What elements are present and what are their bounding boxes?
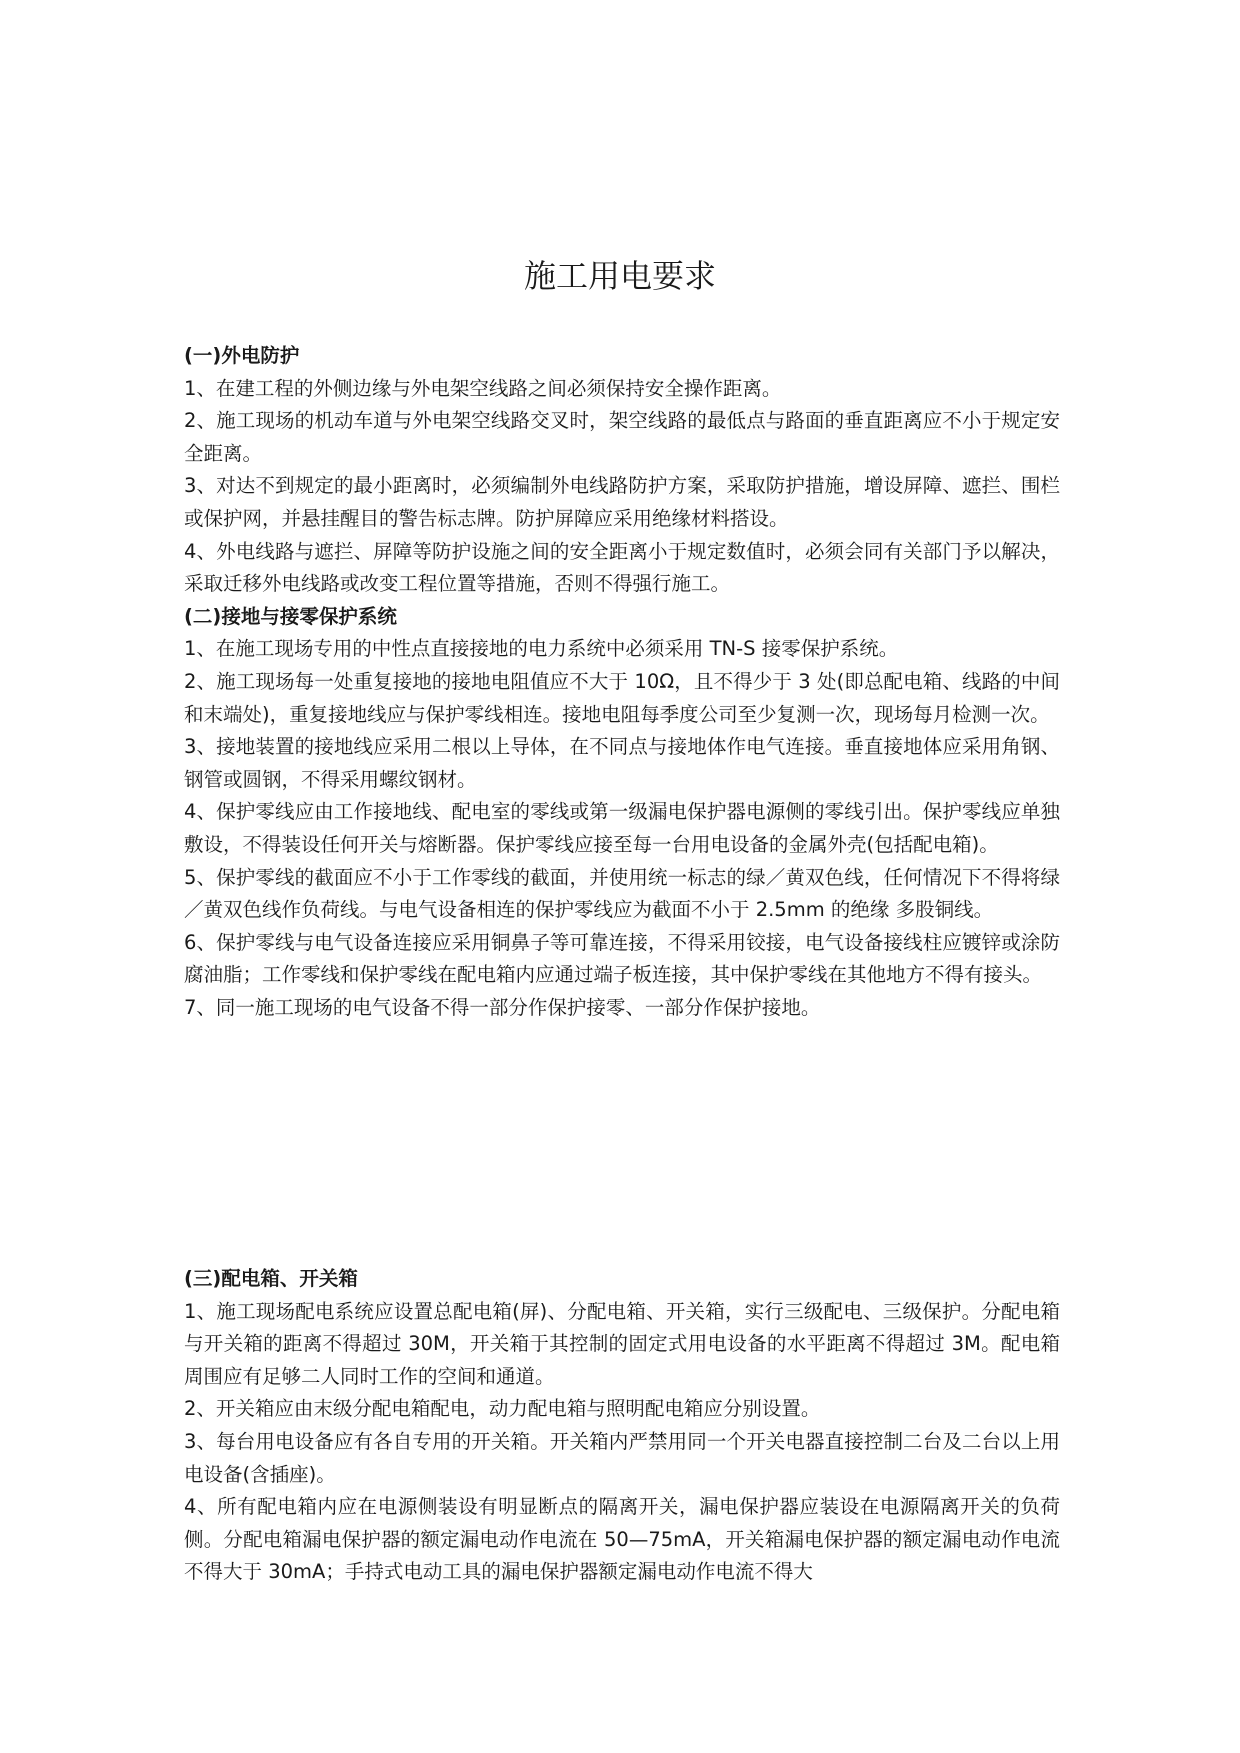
paragraph: 1、在施工现场专用的中性点直接接地的电力系统中必须采用 TN-S 接零保护系统。: [184, 637, 899, 661]
paragraph: 3、对达不到规定的最小距离时，必须编制外电线路防护方案，采取防护措施，增设屏障、遮拦、围栏或保护网，并悬挂醒目的警告标志牌。防护屏障应采用绝缘材料搭设。: [184, 474, 1060, 530]
paragraph: 2、开关箱应由末级分配电箱配电，动力配电箱与照明配电箱应分别设置。: [184, 1397, 821, 1421]
paragraph: 1、施工现场配电系统应设置总配电箱(屏)、分配电箱、开关箱，实行三级配电、三级保护。分配电箱与开关箱的距离不得超过 30M，开关箱于其控制的固定式用电设备的水平距离不得超过 3M。配电箱周围应有足够二人同时工作的空间和通道。: [184, 1299, 1060, 1388]
paragraph: 4、所有配电箱内应在电源侧装设有明显断点的隔离开关，漏电保护器应装设在电源隔离开关的负荷侧。分配电箱漏电保护器的额定漏电动作电流在 50—75mA，开关箱漏电保护器的额定漏电动作电流不得大于 30mA；手持式电动工具的漏电保护器额定漏电动作电流不得大: [184, 1495, 1060, 1584]
section-heading-3: (三)配电箱、开关箱: [184, 1267, 358, 1290]
paragraph: 4、外电线路与遮拦、屏障等防护设施之间的安全距离小于规定数值时，必须会同有关部门予以解决，采取迁移外电线路或改变工程位置等措施，否则不得强行施工。: [184, 539, 1060, 596]
paragraph: 7、同一施工现场的电气设备不得一部分作保护接零、一部分作保护接地。: [184, 995, 821, 1019]
document-title: 施工用电要求: [523, 257, 716, 295]
paragraph: 6、保护零线与电气设备连接应采用铜鼻子等可靠连接，不得采用铰接，电气设备接线柱应镀锌或涂防腐油脂；工作零线和保护零线在配电箱内应通过端子板连接，其中保护零线在其他地方不得有接头。: [184, 930, 1060, 987]
section-heading-1: (一)外电防护: [184, 344, 300, 367]
paragraph: 3、接地装置的接地线应采用二根以上导体，在不同点与接地体作电气连接。垂直接地体应采用角钢、钢管或圆钢，不得采用螺纹钢材。: [184, 735, 1060, 791]
paragraph: 4、保护零线应由工作接地线、配电室的零线或第一级漏电保护器电源侧的零线引出。保护零线应单独敷设，不得装设任何开关与熔断器。保护零线应接至每一台用电设备的金属外壳(包括配电箱)。: [184, 800, 1060, 856]
paragraph: 2、施工现场的机动车道与外电架空线路交叉时，架空线路的最低点与路面的垂直距离应不小于规定安全距离。: [184, 409, 1060, 465]
paragraph: 1、在建工程的外侧边缘与外电架空线路之间必须保持安全操作距离。: [184, 376, 782, 400]
content-block-2: [184, 1263, 1060, 1589]
paragraph: 3、每台用电设备应有各自专用的开关箱。开关箱内严禁用同一个开关电器直接控制二台及二台以上用电设备(含插座)。: [184, 1429, 1060, 1486]
content-block-1: [184, 340, 1060, 1024]
section-heading-2: (二)接地与接零保护系统: [184, 604, 397, 628]
paragraph: 2、施工现场每一处重复接地的接地电阻值应不大于 10Ω，且不得少于 3 处(即总配电箱、线路的中间和末端处)，重复接地线应与保护零线相连。接地电阻每季度公司至少复测一次，现场每月检测一次。: [184, 669, 1060, 726]
paragraph: 5、保护零线的截面应不小于工作零线的截面，并使用统一标志的绿／黄双色线，任何情况下不得将绿／黄双色线作负荷线。与电气设备相连的保护零线应为截面不小于 2.5mm 的绝缘 多股铜线。: [184, 865, 1060, 922]
